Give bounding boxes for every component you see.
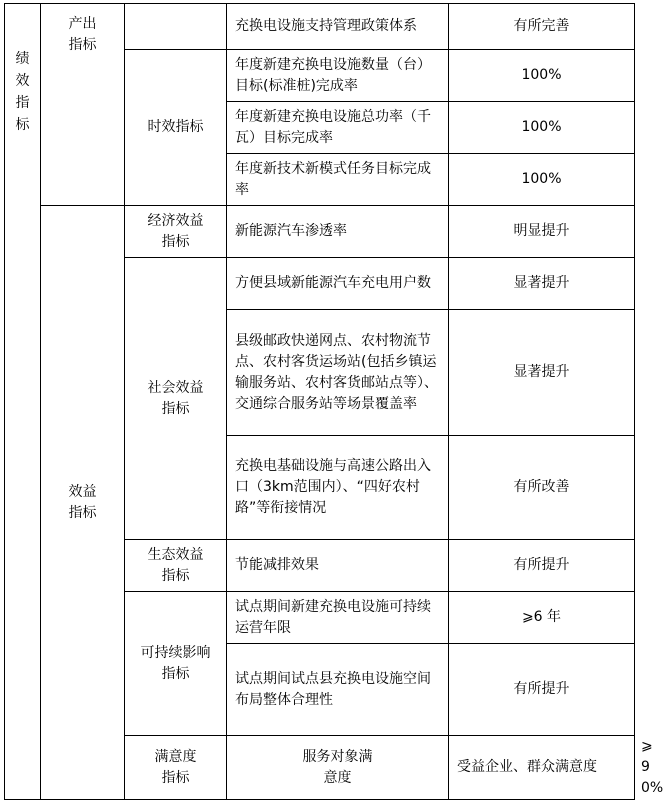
level2-satisfaction-cell: [125, 736, 227, 800]
level2-benefit-label: 效益指标: [68, 483, 97, 521]
indicator-cell: 年度新建充换电设施数量（台）目标(标准桩)完成率: [227, 50, 449, 102]
level2-output-cell: [41, 4, 125, 206]
value-cell: 有所完善: [449, 4, 635, 50]
level3-sustainable-label: 可持续影响指标: [140, 644, 211, 682]
level3-empty-cell: [125, 4, 227, 50]
value-cell: 有所提升: [449, 540, 635, 592]
level3-economic-label: 经济效益指标: [147, 212, 204, 250]
level2-output-label: 产出指标: [68, 15, 97, 53]
level1-cell: [5, 4, 41, 800]
table-row: [5, 206, 635, 258]
level3-service-target-cell: [227, 736, 449, 800]
level3-social-label: 社会效益指标: [147, 379, 204, 417]
indicator-cell: 节能减排效果: [227, 540, 449, 592]
level3-ecological-label: 生态效益指标: [147, 546, 204, 584]
value-cell: 100%: [449, 102, 635, 154]
level2-benefit-cell: [41, 206, 125, 800]
table-row: [5, 4, 635, 50]
indicator-cell: 试点期间试点县充换电设施空间布局整体合理性: [227, 644, 449, 736]
performance-indicator-table: [4, 3, 663, 800]
value-cell: ⩾6 年: [449, 592, 635, 644]
value-cell: 明显提升: [449, 206, 635, 258]
indicator-cell: 试点期间新建充换电设施可持续运营年限: [227, 592, 449, 644]
level3-economic-cell: [125, 206, 227, 258]
level3-sustainable-cell: [125, 592, 227, 736]
value-cell: 100%: [449, 50, 635, 102]
level3-ecological-cell: [125, 540, 227, 592]
indicator-cell: 充换电设施支持管理政策体系: [227, 4, 449, 50]
indicator-cell: 年度新建充换电设施总功率（千瓦）目标完成率: [227, 102, 449, 154]
level2-satisfaction-label: 满意度指标: [154, 748, 197, 786]
indicator-cell: 年度新技术新模式任务目标完成率: [227, 154, 449, 206]
level3-timeliness-label: 时效指标: [147, 119, 204, 135]
indicator-cell: 方便县域新能源汽车充电用户数: [227, 258, 449, 310]
indicator-cell: 新能源汽车渗透率: [227, 206, 449, 258]
table-row: 满意度指标 服务对象满意度 受益企业、群众满意度 ⩾90%: [5, 736, 635, 800]
indicator-cell: 受益企业、群众满意度: [449, 736, 635, 800]
level3-service-target-label: 服务对象满意度: [302, 748, 373, 786]
value-cell: 有所改善: [449, 436, 635, 540]
value-cell: 显著提升: [449, 258, 635, 310]
indicator-cell: 县级邮政快递网点、农村物流节点、农村客货运场站(包括乡镇运输服务站、农村客货邮站点等）、交通综合服务站等场景覆盖率: [227, 310, 449, 436]
level1-label: 绩效指标: [15, 51, 30, 133]
value-cell: 显著提升: [449, 310, 635, 436]
value-cell: 100%: [449, 154, 635, 206]
level3-social-cell: [125, 258, 227, 540]
level3-timeliness-cell: [125, 50, 227, 206]
value-cell: 有所提升: [449, 644, 635, 736]
indicator-cell: 充换电基础设施与高速公路出入口（3km范围内）、“四好农村路”等衔接情况: [227, 436, 449, 540]
